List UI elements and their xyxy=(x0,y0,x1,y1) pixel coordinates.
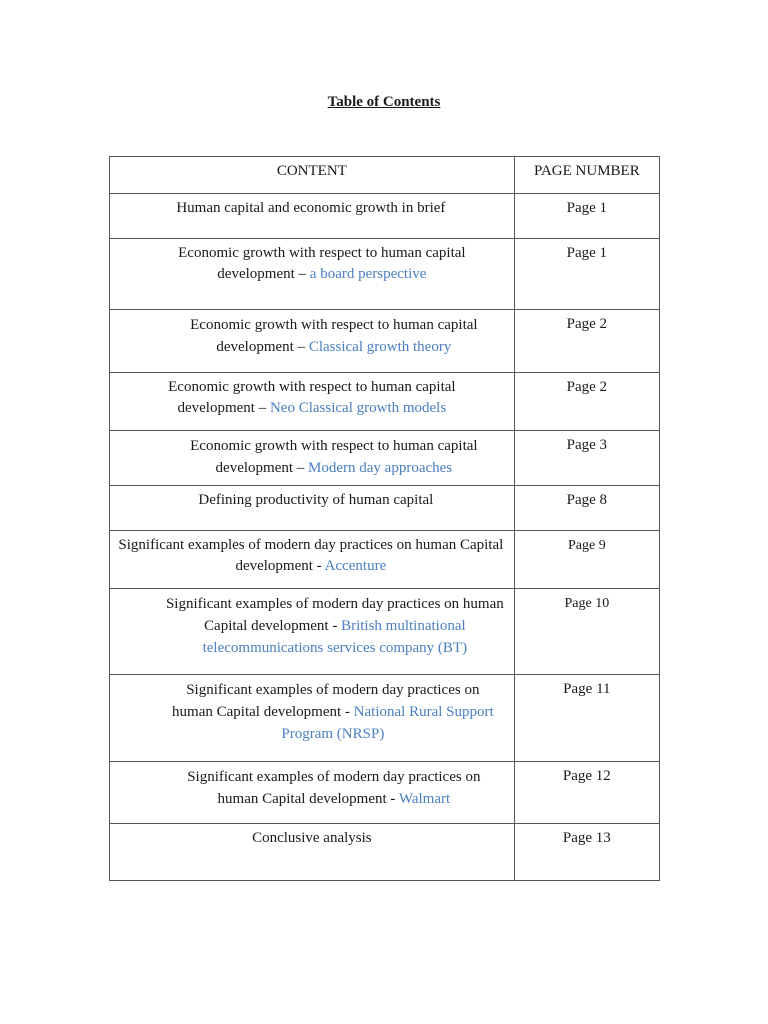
entry-text: Defining productivity of human capital xyxy=(198,492,434,508)
entry-text: Human capital and economic growth in brief xyxy=(176,200,446,216)
entry-link[interactable]: Modern day approaches xyxy=(308,460,453,476)
table-row xyxy=(110,239,660,310)
table-row xyxy=(110,194,660,239)
entry-text: Significant examples of modern day practices on human Capital development - xyxy=(172,682,480,720)
page-number: Page 1 xyxy=(514,239,659,310)
table-header-row xyxy=(110,157,660,194)
entry-link[interactable]: Neo Classical growth models xyxy=(269,400,447,416)
page-number: Page 13 xyxy=(514,824,659,881)
toc-entry xyxy=(110,239,515,310)
table-row xyxy=(110,762,660,824)
entry-text: Economic growth with respect to human capital development – xyxy=(190,438,478,476)
toc-entry xyxy=(110,194,515,239)
page-title: Table of Contents xyxy=(327,94,441,110)
toc-entry xyxy=(110,531,515,589)
table-row xyxy=(110,310,660,373)
page-number: Page 12 xyxy=(514,762,659,824)
entry-text: Economic growth with respect to human capital development – xyxy=(190,317,478,355)
page-number-column-header: PAGE NUMBER xyxy=(514,157,659,194)
toc-entry xyxy=(110,762,515,824)
entry-text: Significant examples of modern day practices on human Capital development - xyxy=(187,769,481,807)
toc-entry xyxy=(110,486,515,531)
content-column-header: CONTENT xyxy=(110,157,515,194)
toc-table xyxy=(109,156,660,881)
table-row xyxy=(110,486,660,531)
page-number: Page 10 xyxy=(514,589,659,675)
toc-entry xyxy=(110,431,515,486)
table-row xyxy=(110,431,660,486)
table-row xyxy=(110,675,660,762)
entry-link[interactable]: Accenture xyxy=(324,558,387,574)
page-number: Page 2 xyxy=(514,373,659,431)
entry-link[interactable]: Walmart xyxy=(398,791,451,807)
table-row xyxy=(110,824,660,881)
page-number: Page 9 xyxy=(514,531,659,589)
page-number: Page 11 xyxy=(514,675,659,762)
toc-entry xyxy=(110,373,515,431)
entry-link[interactable]: British multinational telecommunications services company (BT) xyxy=(202,618,468,656)
page-number: Page 1 xyxy=(514,194,659,239)
table-row xyxy=(110,531,660,589)
entry-text: Significant examples of modern day practices on human Capital development - xyxy=(118,537,504,574)
entry-link[interactable]: National Rural Support Program (NRSP) xyxy=(281,704,494,742)
toc-entry xyxy=(110,310,515,373)
entry-link[interactable]: Classical growth theory xyxy=(308,339,452,355)
table-row xyxy=(110,373,660,431)
toc-entry xyxy=(110,824,515,881)
toc-entry xyxy=(110,675,515,762)
page-number: Page 2 xyxy=(514,310,659,373)
page-number: Page 8 xyxy=(514,486,659,531)
entry-text: Economic growth with respect to human capital development – xyxy=(178,245,466,282)
toc-entry xyxy=(110,589,515,675)
page-number: Page 3 xyxy=(514,431,659,486)
entry-link[interactable]: a board perspective xyxy=(309,266,427,282)
entry-text: Economic growth with respect to human capital development – xyxy=(168,379,456,416)
entry-text: Conclusive analysis xyxy=(252,830,372,846)
entry-text: Significant examples of modern day practices on human Capital development - xyxy=(165,596,504,634)
table-row xyxy=(110,589,660,675)
